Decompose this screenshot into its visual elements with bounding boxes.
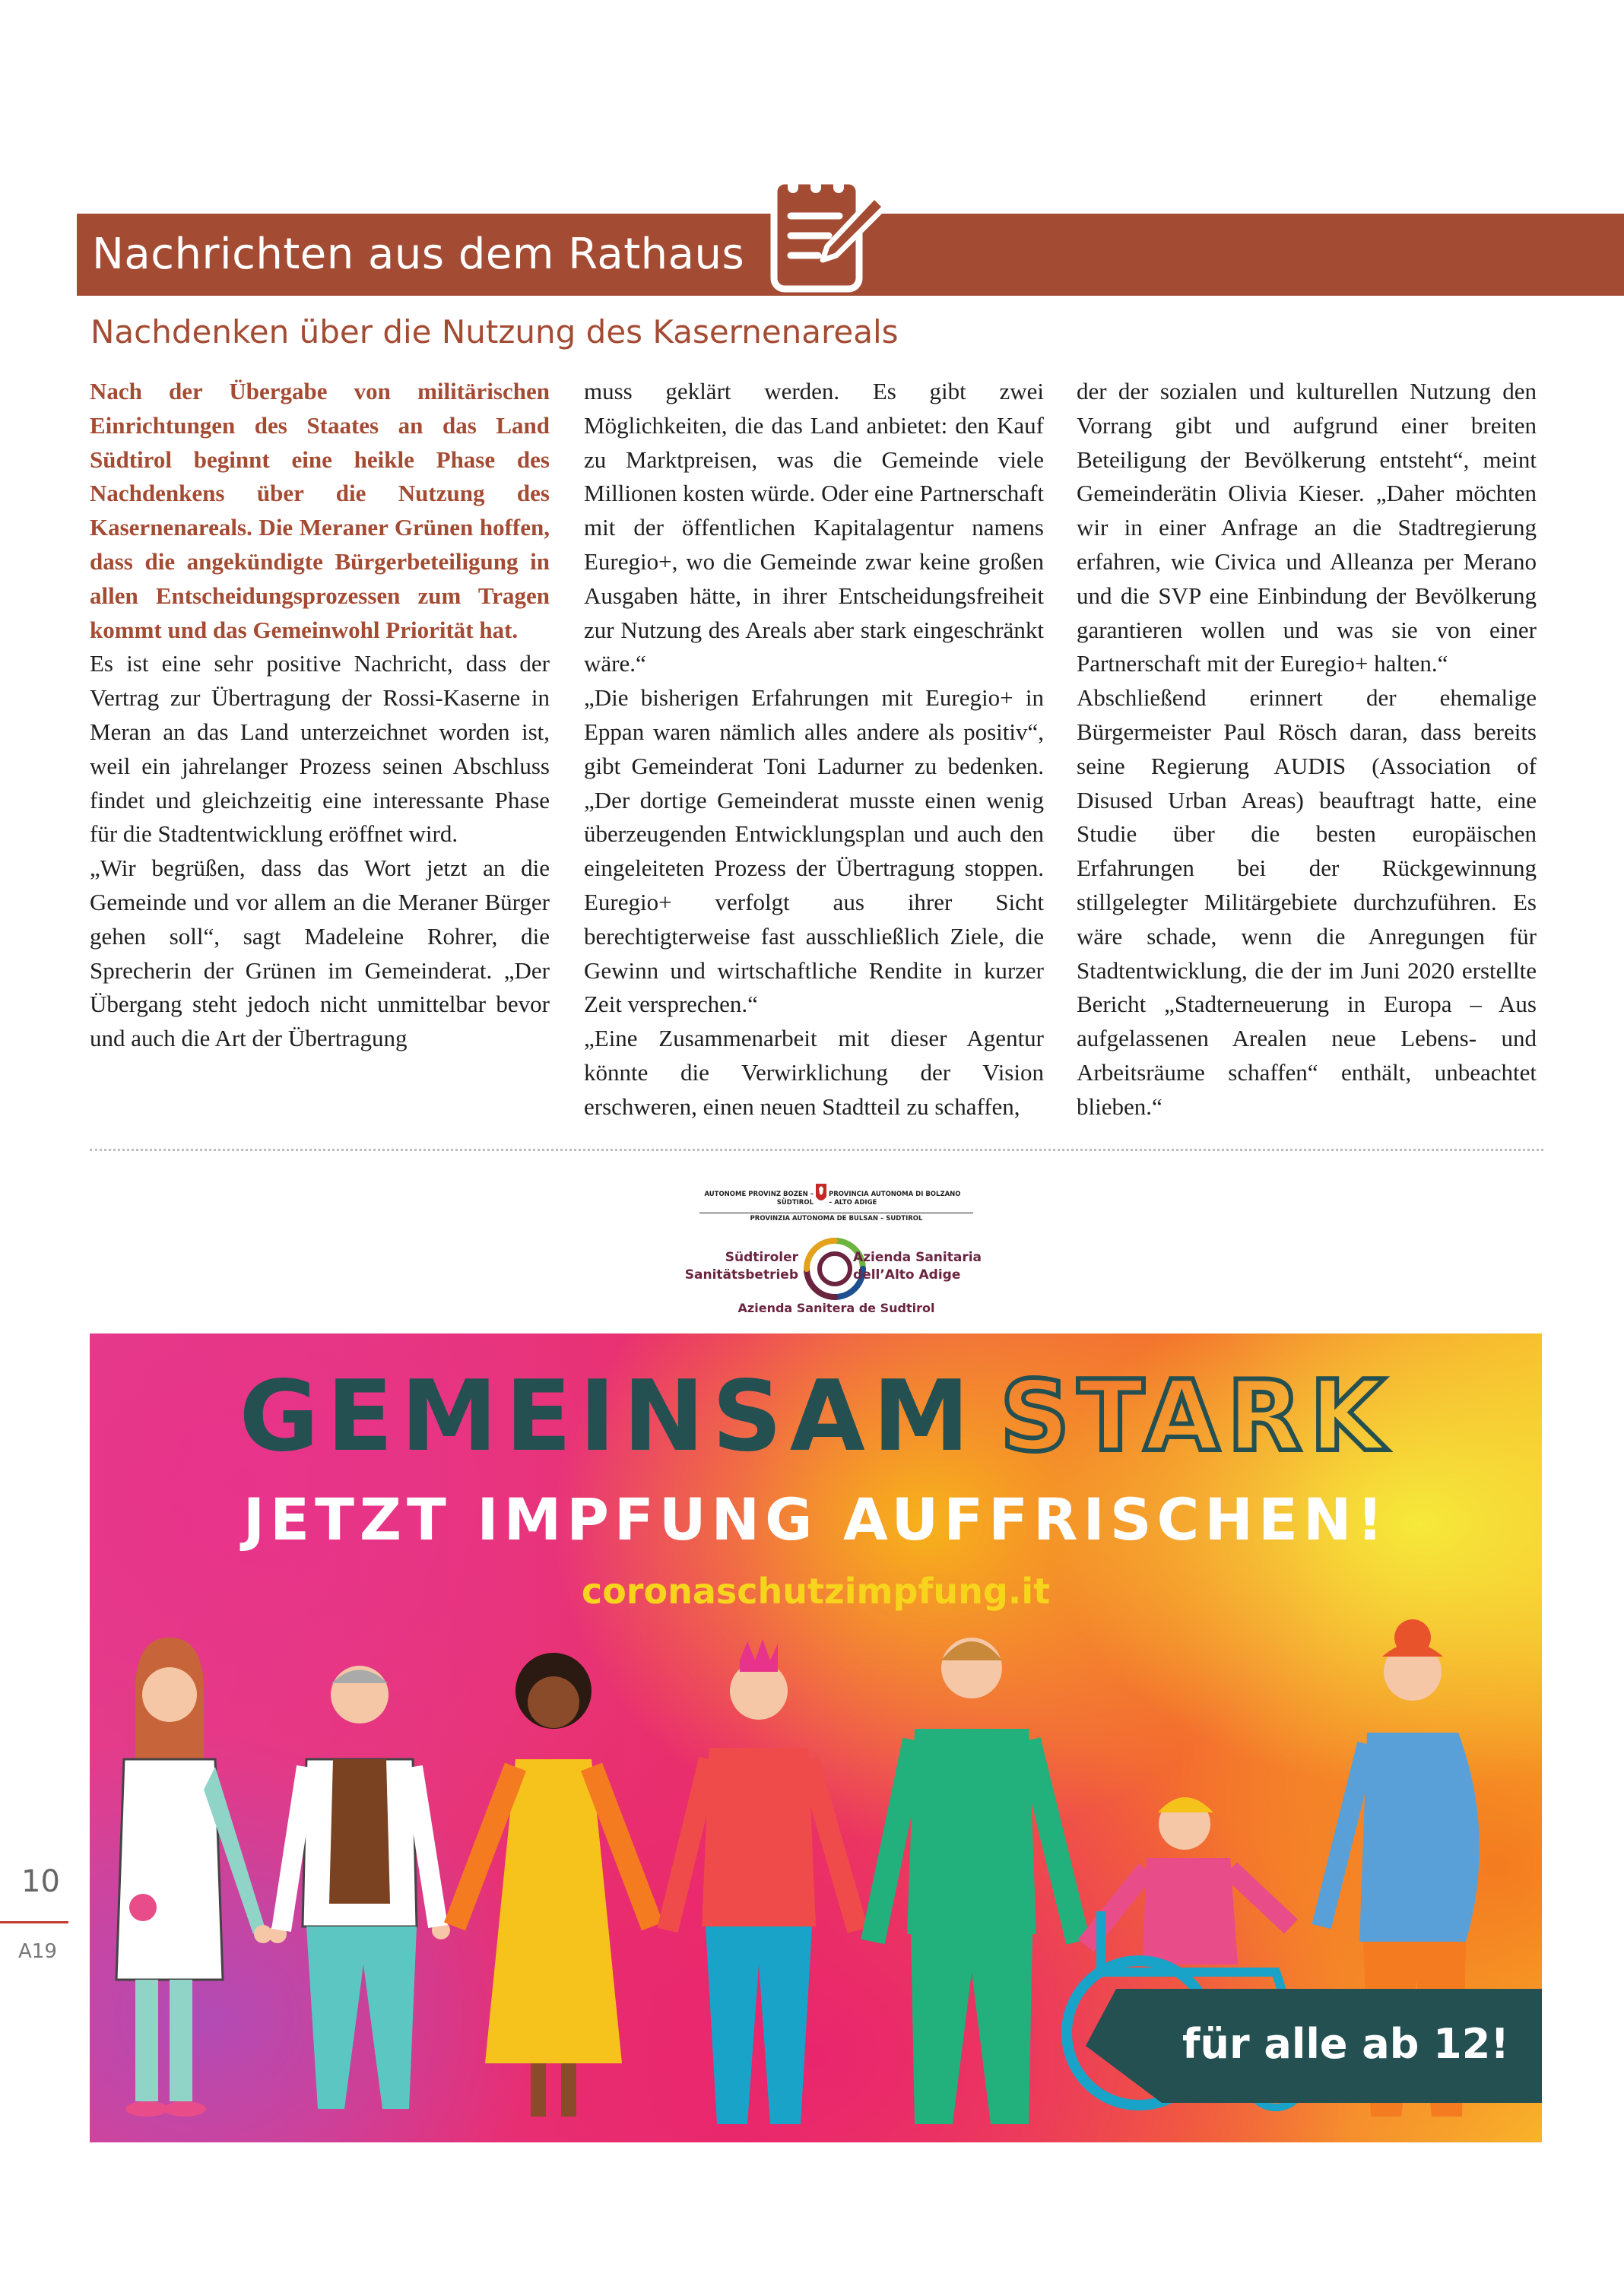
health-service-name-it: Azienda Sanitaria dell’Alto Adige <box>853 1250 982 1283</box>
ad-title-word-1: GEMEINSAM <box>239 1360 978 1473</box>
elderly-man-figure <box>268 1666 450 2109</box>
article-column-3 <box>1077 375 1537 1124</box>
sponsor-logos <box>646 1177 1026 1321</box>
page-code: A19 <box>18 1940 57 1963</box>
doctor-figure <box>116 1638 272 2117</box>
dotted-divider <box>90 1149 1543 1151</box>
page-number: 10 <box>21 1864 60 1899</box>
article-column-1 <box>90 375 550 1056</box>
notepad-pencil-icon <box>760 160 890 296</box>
article-paragraph: muss geklärt werden. Es gibt zwei Möglichkeiten, die das Land anbietet: den Kauf zu Marktpreisen, was die Gemeinde viele Millionen kosten würde. Oder eine Partnerschaft mit der öffentlichen Kapitalagentur namens Euregio+, wo die Gemeinde zwar keine großen Ausgaben hätte, in ihrer Entscheidungsfreiheit zur Nutzung des Areals aber stark eingeschränkt wäre.“ <box>584 378 1044 677</box>
ad-title-word-2: STARK <box>1000 1360 1393 1473</box>
woman-yellow-dress-figure <box>455 1653 652 2117</box>
man-red-shirt-figure <box>668 1639 858 2124</box>
vaccination-ad <box>90 1333 1542 2142</box>
health-service-name-lad: Azienda Sanitera de Sudtirol <box>737 1301 935 1315</box>
article-body <box>90 375 1543 1127</box>
article-headline: Nachdenken über die Nutzung des Kasernenareals <box>90 313 899 350</box>
article-paragraph: Es ist eine sehr positive Nachricht, dass der Vertrag zur Übertragung der Rossi-Kaserne in Meran an das Land unterzeichnet worden ist, weil ein jahrelanger Prozess seinen Abschluss findet und gleichzeitig eine interessante Phase für die Stadtentwicklung eröffnet wird. <box>90 650 550 848</box>
age-badge-text: für alle ab 12! <box>1182 2020 1509 2068</box>
article-paragraph: „Die bisherigen Erfahrungen mit Euregio+ in Eppan waren nämlich alles andere als positiv“, gibt Gemeinderat Toni Ladurner zu bedenken. „Der dortige Gemeinderat musste einen wenig überzeugenden Entwicklungsplan und auch den eingeleiteten Prozess der Übertragung stoppen. Euregio+ verfolgt aus ihrer Sicht berechtigterweise fast ausschließlich Ziele, die Gewinn und wirtschaftliche Rendite in kurzer Zeit versprechen.“ <box>584 684 1044 1018</box>
page-number-rule <box>0 1921 68 1923</box>
ad-subtitle: JETZT IMPFUNG AUFFRISCHEN! <box>243 1486 1389 1553</box>
article-lead: Nach der Übergabe von militärischen Einrichtungen des Staates an das Land Südtirol beginnt eine heikle Phase des Nachdenkens über die Nutzung des Kasernenareals. Die Meraner Grünen hoffen, dass die angekündigte Bürgerbeteiligung in allen Entscheidungsprozessen zum Tragen kommt und das Gemeinwohl Priorität hat. <box>90 378 550 643</box>
eagle-crest-icon <box>815 1183 827 1204</box>
ad-url: coronaschutzimpfung.it <box>581 1571 1051 1612</box>
health-service-name-de: Südtiroler Sanitätsbetrieb <box>684 1250 798 1283</box>
article-paragraph: „Eine Zusammenarbeit mit dieser Agentur könnte die Verwirklichung der Vision erschweren, einen neuen Stadtteil zu schaffen, <box>584 1025 1044 1120</box>
article-column-2 <box>584 375 1044 1124</box>
province-name-lad: PROVINZIA AUTONOMA DE BULSAN – SUDTIROL <box>750 1215 923 1222</box>
article-paragraph: der der sozialen und kulturellen Nutzung den Vorrang gibt und aufgrund einer breiten Beteiligung der Bevölkerung entsteht“, meint Gemeinderätin Olivia Kieser. „Daher möchten wir in einer Anfrage an die Stadtregierung erfahren, wie Civica und Alleanza per Merano und die SVP eine Einbindung der Bevölkerung garantieren wollen und was sie von einer Partnerschaft mit der Euregio+ halten.“ <box>1077 378 1537 677</box>
article-paragraph: Abschließend erinnert der ehemalige Bürgermeister Paul Rösch daran, dass bereits seine Regierung AUDIS (Association of Disused Urban Areas) beauftragt hatte, eine Studie über die besten europäischen Erfahrungen bei der Rückgewinnung stillgelegter Militärgebiete durchzuführen. Es wäre schade, wenn die Anregungen für Stadtentwicklung, die der im Juni 2020 erstellte Bericht „Stadterneuerung in Europa – Aus aufgelassenen Arealen neue Lebens- und Arbeitsräume schaffen“ enthält, unbeachtet blieben.“ <box>1077 684 1537 1120</box>
article-paragraph: „Wir begrüßen, dass das Wort jetzt an die Gemeinde und vor allem an die Meraner Bürger gehen soll“, sagt Madeleine Rohrer, die Sprecherin der Grünen im Gemeinderat. „Der Übergang steht jedoch nicht unmittelbar bevor und auch die Art der Übertragung <box>90 855 550 1052</box>
province-name-it: PROVINCIA AUTONOMA DI BOLZANO – ALTO ADIGE <box>829 1191 961 1207</box>
province-name-de: AUTONOME PROVINZ BOZEN – SÜDTIROL <box>704 1191 814 1207</box>
ad-title <box>90 1360 1542 1473</box>
man-green-scrubs-figure <box>873 1638 1078 2124</box>
section-title: Nachrichten aus dem Rathaus <box>92 230 745 279</box>
